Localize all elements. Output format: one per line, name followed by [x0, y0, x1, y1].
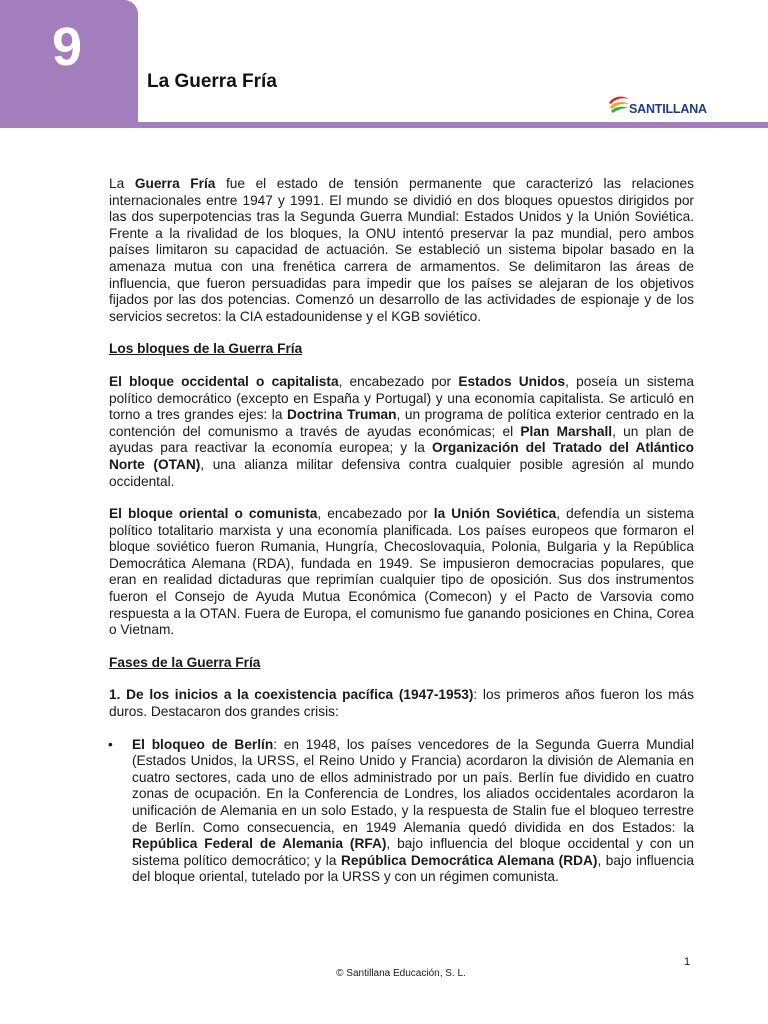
phase1-paragraph: 1. De los inicios a la coexistencia pacífica (1947-1953): los primeros años fueron los más duros. Destacaron dos grandes crisis:	[109, 687, 694, 720]
chapter-number: 9	[51, 17, 83, 77]
document-body	[109, 176, 694, 886]
santillana-logo	[607, 93, 707, 119]
intro-paragraph: La Guerra Fría fue el estado de tensión permanente que caracterizó las relaciones internacionales entre 1947 y 1991. El mundo se dividió en dos bloques opuestos dirigidos por las dos superpotencias tras la Segunda Guerra Mundial: Estados Unidos y la Unión Soviética. Frente a la rivalidad de los bloques, la ONU intentó preservar la paz mundial, pero ambos países limitaron su capacidad de actuación. Se estableció un sistema bipolar basado en la amenaza mutua con una frenética carrera de armamentos. Se delimitaron las áreas de influencia, que fueron persuadidas para impedir que los países se alejaran de los objetivos fijados por las dos potencias. Comenzó un desarrollo de las actividades de espionaje y de los servicios secretos: la CIA estadounidense y el KGB soviético.	[109, 176, 695, 324]
copyright-text: © Santillana Educación, S. L.	[336, 968, 466, 979]
header-rule	[138, 122, 768, 128]
list-item-berlin-blockade: • El bloqueo de Berlín: en 1948, los países vencedores de la Segunda Guerra Mundial (Estados Unidos, la URSS, el Reino Unido y Francia) acordaron la división de Alemania en cuatro sectores, cada uno de ellos administrado por un país. Berlín fue dividido en cuatro zonas de ocupación. En la Conferencia de Londres, los aliados occidentales acordaron la unificación de Alemania en un solo Estado, y la respuesta de Stalin fue el bloqueo terrestre de Berlín. Como consecuencia, en 1949 Alemania quedó dividida en dos Estados: la República Federal de Alemania (RFA), bajo influencia del bloque occidental y con un sistema político democrático; y la República Democrática Alemana (RDA), bajo influencia del bloque oriental, tutelado por la URSS y con un régimen comunista.	[108, 736, 694, 885]
logo-text: SANTILLANA	[629, 102, 707, 116]
western-bloc-paragraph: El bloque occidental o capitalista, encabezado por Estados Unidos, poseía un sistema político democrático (excepto en España y Portugal) y una economía capitalista. Se articuló en torno a tres grandes ejes: la Doctrina Truman, un programa de política exterior centrado en la contención del comunismo a través de ayudas económicas; el Plan Marshall, un plan de ayudas para reactivar la economía europea; y la Organización del Tratado del Atlántico Norte (OTAN), una alianza militar defensiva contra cualquier posible agresión al mundo occidental.	[109, 373, 695, 489]
page-header	[0, 0, 768, 128]
page-number: 1	[684, 956, 691, 968]
section-heading-fases: Fases de la Guerra Fría	[109, 654, 261, 670]
chapter-tab	[0, 0, 138, 128]
section-heading-bloques: Los bloques de la Guerra Fría	[109, 341, 303, 357]
bullet-icon: •	[108, 736, 113, 752]
chapter-title: La Guerra Fría	[147, 71, 277, 92]
footer	[0, 968, 768, 979]
eastern-bloc-paragraph: El bloque oriental o comunista, encabezado por la Unión Soviética, defendía un sistema político totalitario marxista y una economía planificada. Los países europeos que formaron el bloque soviético fueron Rumania, Hungría, Checoslovaquia, Polonia, Bulgaria y la República Democrática Alemana (RDA), fundada en 1949. Se impusieron democracias populares, que eran en realidad dictaduras que reprimían cualquier tipo de oposición. Sus dos instrumentos fueron el Consejo de Ayuda Mutua Económica (Comecon) y el Pacto de Varsovia como respuesta a la OTAN. Fuera de Europa, el comunismo fue ganando posiciones en China, Corea o Vietnam.	[109, 506, 694, 638]
